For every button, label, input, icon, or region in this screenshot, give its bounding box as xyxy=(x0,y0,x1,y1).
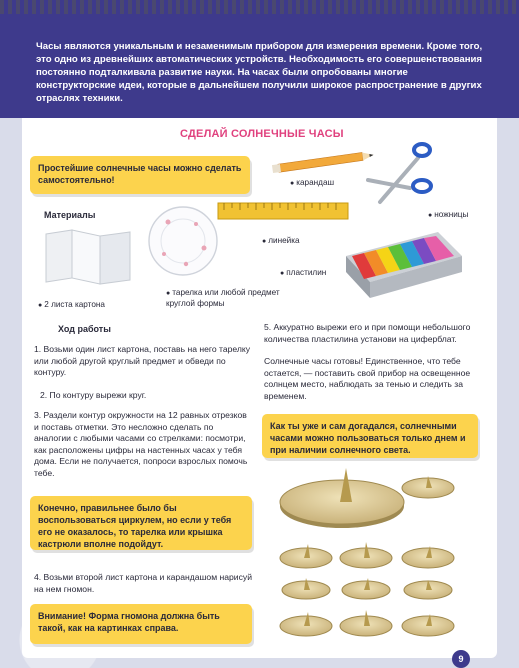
step-2: 2. По контуру вырежи круг. xyxy=(40,390,147,400)
step-5: 5. Аккуратно вырежи его и при помощи небольшого количества пластилина установи на циферблат. xyxy=(264,322,471,344)
tip-text: Простейшие солнечные часы можно сделать самостоятельно! xyxy=(38,163,242,185)
step-4: 4. Возьми второй лист картона и карандашом нарисуй на нем гномон. xyxy=(34,572,252,594)
plate-image xyxy=(146,204,220,278)
compass-text: Конечно, правильнее было бы воспользоваться циркулем, но если у тебя его не оказалось, то тарелка или крышка кастрюли вполне подойдут. xyxy=(38,503,232,549)
warning-text: Внимание! Форма гномона должна быть такой, как на картинках справа. xyxy=(38,611,220,633)
ruler-label: ● линейка xyxy=(262,236,300,247)
pencil-label: ● карандаш xyxy=(290,178,334,189)
tip-box xyxy=(30,156,250,194)
sun-text: Как ты уже и сам догадался, солнечными часами можно пользоваться только днем и при наличии солнечного света. xyxy=(270,421,466,455)
step-3: 3. Раздели контур окружности на 12 равных отрезков и поставь отметки. Это несложно сделать по аналогии с любыми часами со стрелками: посмотри, как расположены цифры на настенных часах у тебя дома. Если не получается, попроси взрослых помочь тебе. xyxy=(34,410,248,478)
sundials-illustration xyxy=(270,462,470,648)
warning-box xyxy=(30,604,252,644)
scissors-icon xyxy=(360,140,440,210)
ruler-image xyxy=(216,201,350,223)
plasticine-label: ● пластилин xyxy=(280,268,326,279)
step-1: 1. Возьми один лист картона, поставь на него тарелку или любой другой круглый предмет и обведи по контуру. xyxy=(34,344,251,378)
work-heading: Ход работы xyxy=(58,324,111,334)
intro-text: Часы являются уникальным и незаменимым прибором для измерения времени. Кроме того, это одно из древнейших автоматических устройств. Необходимость его совершенствования постоянно подталкивала развитие науки. На часах были опробованы многие конструкторские идеи, которые в дальнейшем получили широкое распространение в других отраслях техники. xyxy=(36,41,483,104)
compass-box xyxy=(30,496,252,550)
materials-heading: Материалы xyxy=(44,210,96,220)
plate-label: ● тарелка или любой предмет круглой формы xyxy=(166,288,296,309)
scissors-label: ● ножницы xyxy=(428,210,468,221)
step-6: Солнечные часы готовы! Единственное, что тебе остается, — поставить свой прибор на освещенное солнцем место, наблюдать за тенью и следить за временем. xyxy=(264,356,471,401)
cardboard-label: ● 2 листа картона xyxy=(38,300,105,311)
page-number: 9 xyxy=(452,650,470,668)
sun-box xyxy=(262,414,478,458)
section-title: СДЕЛАЙ СОЛНЕЧНЫЕ ЧАСЫ xyxy=(180,128,344,140)
cardboard-sheets-image xyxy=(42,228,136,286)
plasticine-image xyxy=(342,226,466,302)
